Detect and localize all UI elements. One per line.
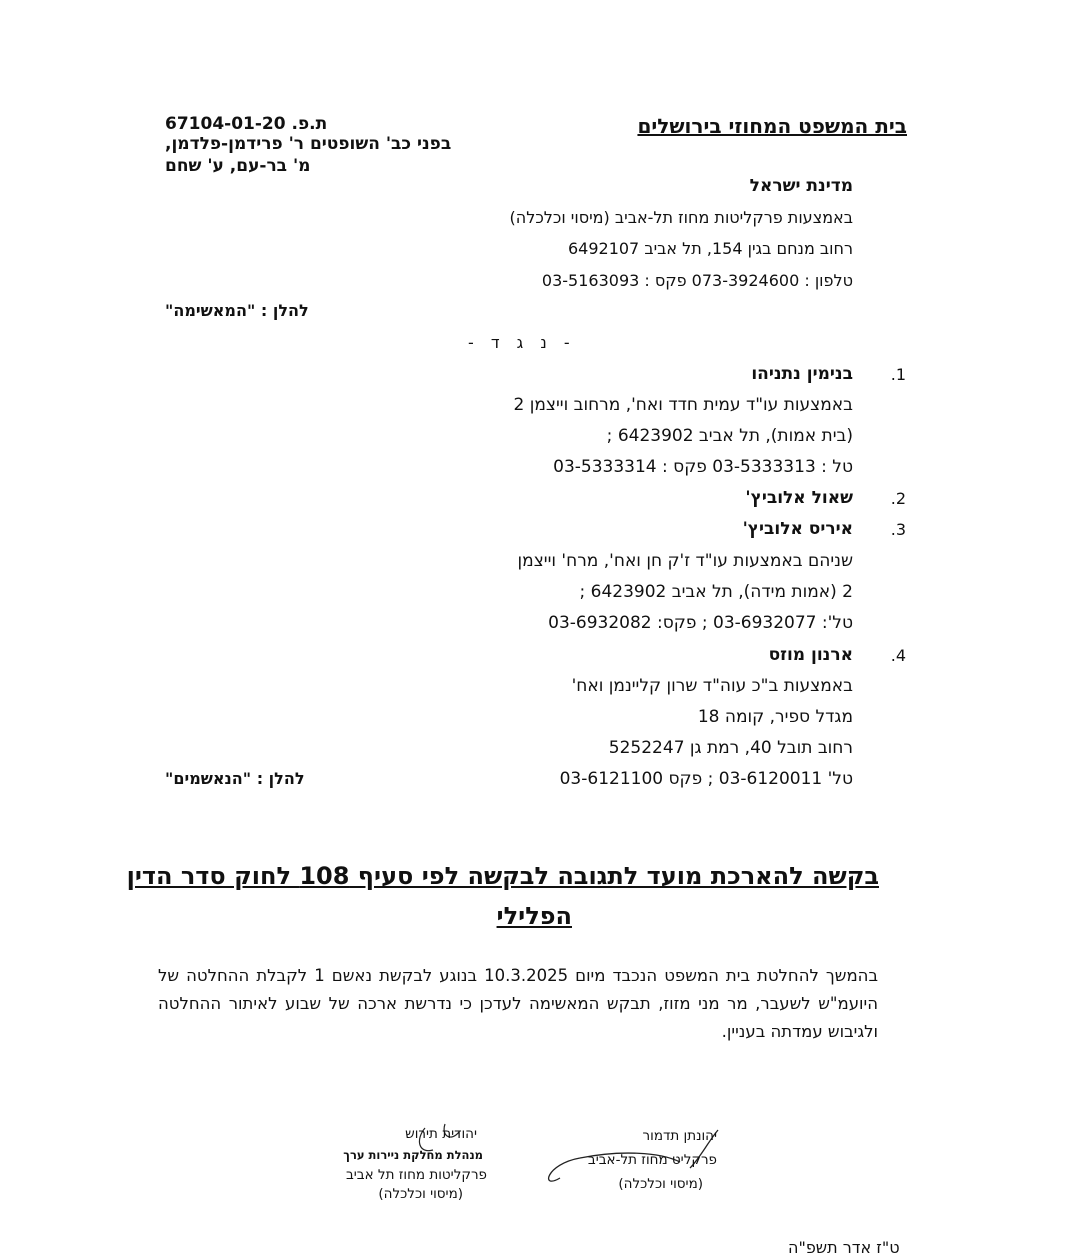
signature-right-name: יהונתן תדמור xyxy=(642,1128,717,1144)
case-number: ת.פ. 67104-01-20 xyxy=(165,114,328,134)
signature-left-name: יהודית תירוש xyxy=(405,1126,477,1142)
defendant-1-line-3: טל : 03-5333313 פקס : 03-5333314 xyxy=(553,457,853,477)
judges-line-1: בפני כב' השופטים ר' פרידמן-פלדמן, xyxy=(165,134,452,154)
versus-label: - נ ג ד - xyxy=(468,333,576,352)
signature-right-dept: (מיסוי וכלכלה) xyxy=(618,1176,703,1192)
prosecution-via: באמצעות פרקליטות מחוז תל-אביב (מיסוי וכלכלה) xyxy=(509,208,853,227)
defendant-4-number: 4. xyxy=(890,646,906,665)
defendant-3-line-3: טל': 03-6932077 ; פקס: 03-6932082 xyxy=(548,613,853,633)
defendant-1-name: בנימין נתניהו xyxy=(751,364,853,384)
defendants-hereinafter: להלן : "הנאשמים" xyxy=(165,769,305,788)
defendant-4-line-2: מגדל ספיר, קומה 18 xyxy=(697,707,853,727)
defendant-2-number: 2. xyxy=(890,489,906,508)
court-name: בית המשפט המחוזי בירושלים xyxy=(637,114,907,138)
signature-left-role: מנהלת מחלקת ניירות ערך xyxy=(343,1148,483,1162)
defendant-3-line-1: שניהם באמצעות עו"ד ז'ק חן ואח', מרח' וייצמן xyxy=(517,551,853,571)
defendant-4-line-3: רחוב תובל 40, רמת גן 5252247 xyxy=(608,738,853,758)
defendant-1-line-2: (בית אמות), תל אביב 6423902 ; xyxy=(606,426,853,446)
prosecution-phones: טלפון : 073-3924600 פקס : 03-5163093 xyxy=(541,271,853,290)
defendant-4-line-4: טל' 03-6120011 ; פקס 03-6121100 xyxy=(559,769,853,789)
defendant-3-number: 3. xyxy=(890,520,906,539)
defendant-4-name: ארנון מוזס xyxy=(768,645,853,665)
signature-right-role: פרקליט מחוז תל-אביב xyxy=(587,1152,717,1168)
defendant-1-line-1: באמצעות עו"ד עמית חדד ואח', מרחוב וייצמן 2 xyxy=(513,395,853,415)
request-body: בהמשך להחלטת בית המשפט הנכבד מיום 10.3.2025 בנוגע לבקשת נאשם 1 לקבלת ההחלטה של היועמ"ש לשעבר, מר מני מזוז, תבקש המאשימה לעדכן כי נדרשת ארכה של שבוע לאיתור ההחלטה ולגיבוש עמדתה בעניין. xyxy=(158,966,878,1041)
document-title-line-2: הפלילי xyxy=(496,902,572,930)
document-date: ט"ז אדר תשפ"ה xyxy=(788,1238,900,1257)
defendant-4-line-1: באמצעות ב"כ עוה"ד שרון קליינמן ואח' xyxy=(571,676,853,696)
prosecution-address: רחוב מנחם בגין 154, תל אביב 6492107 xyxy=(567,239,853,258)
signature-left-office: פרקליטות מחוז תל אביב xyxy=(345,1167,487,1183)
defendant-1-number: 1. xyxy=(890,365,906,384)
prosecution-name: מדינת ישראל xyxy=(749,176,853,196)
defendant-3-name: איריס אלוביץ' xyxy=(742,519,853,539)
defendant-3-line-2: 2 (אמות מידה), תל אביב 6423902 ; xyxy=(579,582,853,602)
prosecution-hereinafter: להלן : "המאשימה" xyxy=(165,301,309,320)
defendant-2-name: שאול אלוביץ' xyxy=(745,488,853,508)
judges-line-2: מ' בר-עם, ע' שחם xyxy=(165,156,311,176)
signature-left-dept: (מיסוי וכלכלה) xyxy=(378,1186,463,1202)
document-title-line-1: בקשה להארכת מועד לתגובה לבקשה לפי סעיף 108 לחוק סדר הדין xyxy=(126,862,879,890)
